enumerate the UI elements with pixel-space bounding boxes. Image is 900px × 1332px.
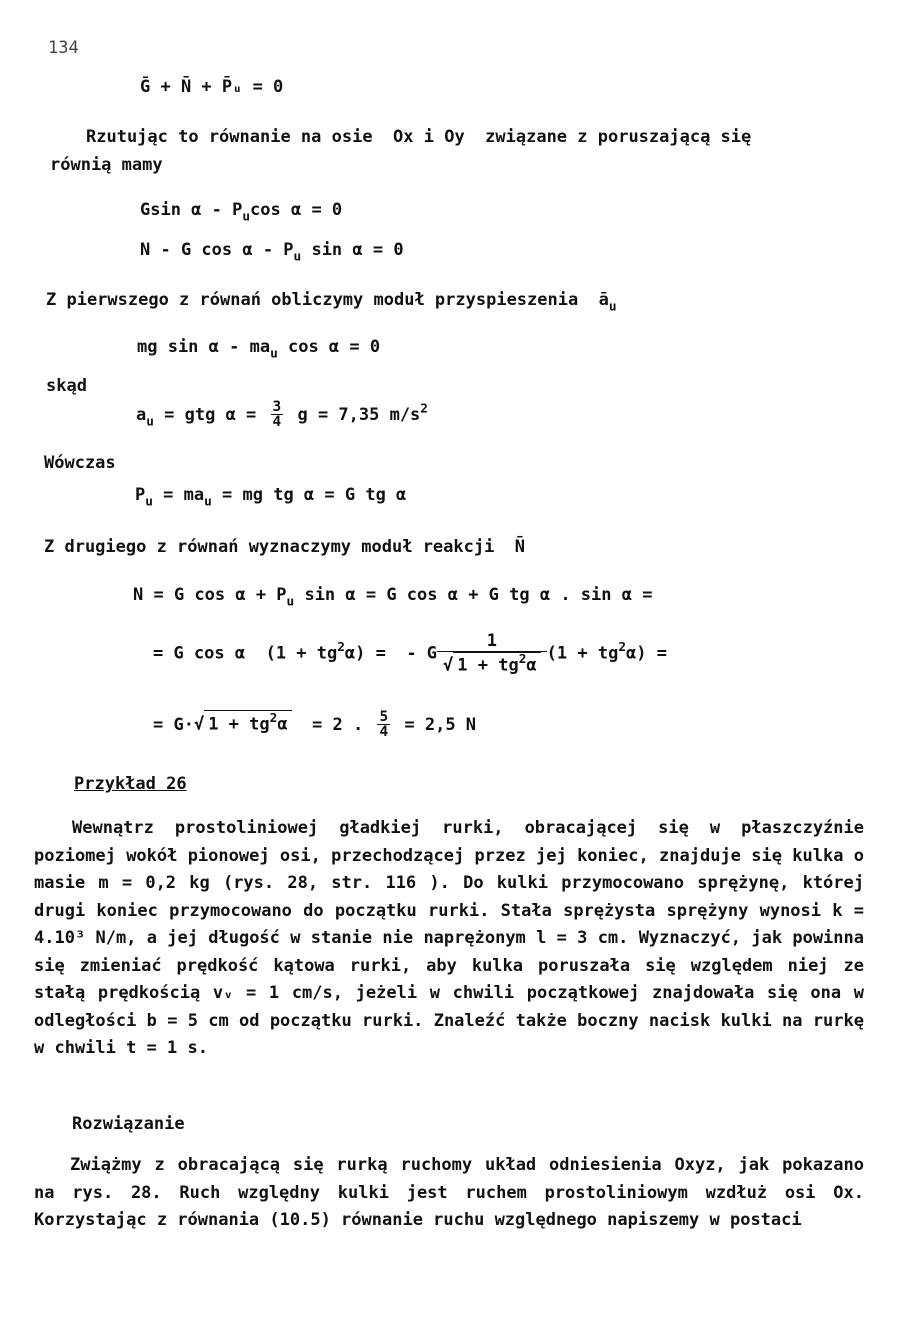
equation-vector-sum: Ḡ + N̄ + P̄ᵤ = 0 <box>140 77 284 97</box>
solution-paragraph: Zwiążmy z obracającą się rurką ruchomy układ odniesienia Oxyz, jak pokazano na rys. 28. Ruch względny kulki jest ruchem prostoliniowym wzdłuż osi Ox. Korzystając z równania (10.5) równanie ruchu względnego napiszemy w postaci <box>34 1155 864 1230</box>
text-line: Wówczas <box>44 453 116 473</box>
equation-pu: $P_u = ma_u$ = mg tg α = G tg α <box>135 485 407 510</box>
text-line: Z drugiego z równań wyznaczymy moduł reakcji N̄ <box>44 537 526 557</box>
equation-mg: mg sin α - $ma_u$ cos α = 0 <box>137 337 381 362</box>
equation-n-line1: N = G $\cos \alpha + P_u$ sin α = G cos α + G tg α . sin α = <box>133 585 653 610</box>
sqrt: √ $1 + tg^2\alpha$ <box>194 710 292 735</box>
fraction: $\frac{3}{4}$ <box>272 399 282 431</box>
text-line: skąd <box>46 376 87 396</box>
text-line: Rzutując to równanie na osie Ox i Oy związane z poruszającą się <box>86 127 752 147</box>
equation-n-line3: = G·√ $1 + tg^2\alpha = 2$ . $\frac{5}{4}$ = 2,5 N <box>153 709 477 741</box>
fraction: $\frac{1}{√ 1 + tg^2\alpha}$ <box>443 632 541 675</box>
text-line: Z pierwszego z równań obliczymy moduł przyspieszenia $ā_u$ <box>46 290 617 315</box>
example-paragraph: Wewnątrz prostoliniowej gładkiej rurki, obracającej się w płaszczyźnie poziomej wokół pionowej osi, przechodzącej przez jej koniec, znajduje się kulka o masie m = 0,2 kg (rys. 28, str. 116 ). Do kulki przymocowano sprężynę, której drugi koniec przymocowano do początku rurki. Stała sprężysta sprężyny wynosi k = 4.10³ N/m, a jej długość w stanie nie naprężonym l = 3 cm. Wyznaczyć, jak powinna się zmieniać prędkość kątowa rurki, aby kulka poruszała się względem niej ze stałą prędkością vᵥ = 1 cm/s, jeżeli w chwili początkowej znajdowała się ona w odległości b = 5 cm od początku rurki. Znaleźć także boczny nacisk kulki na rurkę w chwili t = 1 s. <box>34 818 864 1058</box>
equation-n-line2: = G cos α $(1 + tg^2\alpha)$ = - G $\frac{1}{√ 1 + tg^2\alpha}$ $(1 + tg^2\alpha)$ = <box>153 631 667 676</box>
sqrt: √ $1 + tg^2\alpha$ <box>443 652 541 675</box>
text-line: równią mamy <box>50 155 163 175</box>
fraction: $\frac{5}{4}$ <box>379 709 389 741</box>
equation-projection-x: Gsin α - $P_u\cos$ α = 0 <box>140 200 343 225</box>
page-number: 134 <box>48 38 79 58</box>
equation-au: $a_u$ = gtg α = $\frac{3}{4}$ g = 7,35 $m/s^2$ <box>136 399 428 431</box>
equation-projection-y: N - G cos α - $P_u$ sin α = 0 <box>140 240 404 265</box>
solution-heading: Rozwiązanie <box>72 1114 185 1134</box>
example-heading: Przykład 26 <box>74 774 187 794</box>
